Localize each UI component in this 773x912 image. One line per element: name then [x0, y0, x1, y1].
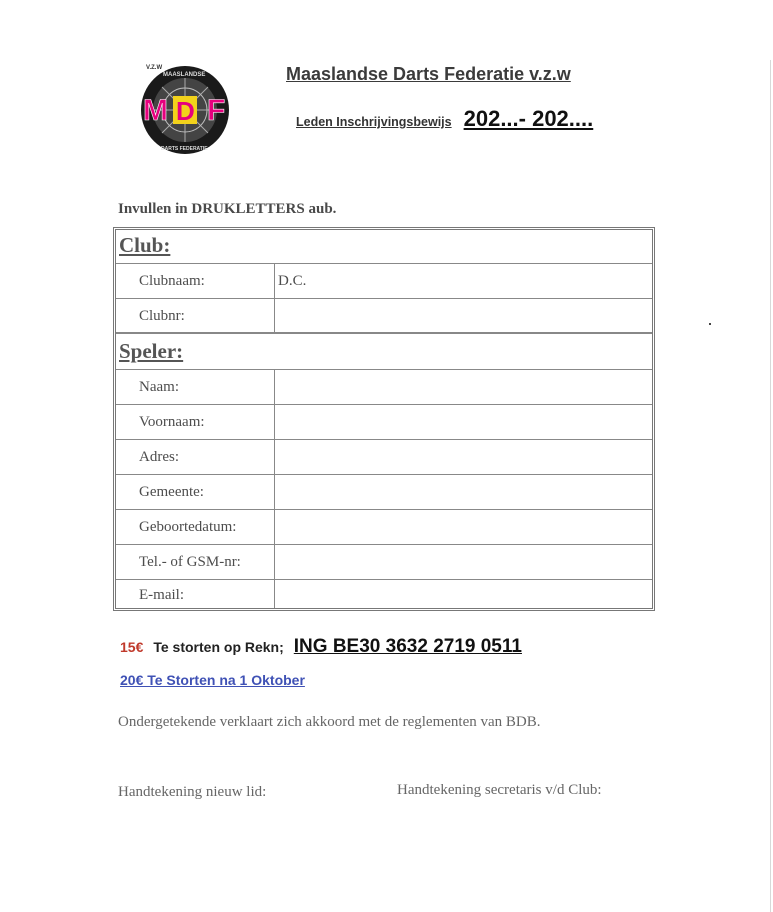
price-amount: 15€	[120, 639, 144, 655]
speler-section-header	[116, 334, 652, 370]
geboortedatum-field[interactable]	[274, 510, 652, 544]
adres-field[interactable]	[274, 440, 652, 474]
late-payment-note: 20€ Te Storten na 1 Oktober	[120, 672, 305, 688]
form-row-voornaam	[116, 405, 652, 440]
svg-text:DARTS FEDERATIE: DARTS FEDERATIE	[161, 146, 208, 152]
stray-dot	[709, 323, 711, 325]
page-edge-line	[770, 60, 771, 912]
svg-text:MAASLANDSE: MAASLANDSE	[163, 72, 206, 78]
svg-text:D: D	[176, 96, 195, 126]
speler-section-title: Speler:	[119, 339, 184, 363]
fill-instruction: Invullen in DRUKLETTERS aub.	[118, 201, 337, 217]
form-row-adres	[116, 440, 652, 475]
form-row-geboortedatum	[116, 510, 652, 545]
form-row-telefoon	[116, 545, 652, 580]
svg-text:M: M	[143, 94, 168, 127]
club-section-header	[116, 230, 652, 264]
field-label: E-mail:	[139, 587, 184, 603]
subtitle-row	[296, 106, 593, 132]
form-subtitle: Leden Inschrijvingsbewijs	[296, 115, 452, 129]
naam-field[interactable]	[274, 370, 652, 404]
svg-text:V.Z.W: V.Z.W	[146, 65, 163, 71]
clubnaam-field[interactable]: D.C.	[274, 264, 652, 298]
mdf-logo	[133, 58, 237, 158]
svg-text:F: F	[207, 94, 226, 127]
form-row-naam	[116, 370, 652, 405]
payment-instruction: Te storten op Rekn;	[153, 639, 284, 655]
form-row-clubnr	[116, 299, 652, 334]
bank-account-number: ING BE30 3632 2719 0511	[293, 636, 522, 657]
form-row-email	[116, 580, 652, 608]
gemeente-field[interactable]	[274, 475, 652, 509]
agreement-statement: Ondergetekende verklaart zich akkoord met de reglementen van BDB.	[118, 714, 541, 730]
field-label: Tel.- of GSM-nr:	[139, 554, 241, 570]
field-label: Adres:	[139, 449, 179, 465]
field-label: Naam:	[139, 379, 179, 395]
field-label: Clubnaam:	[139, 273, 205, 289]
payment-line	[120, 636, 522, 658]
voornaam-field[interactable]	[274, 405, 652, 439]
field-label: Geboortedatum:	[139, 519, 237, 535]
secretary-signature-label: Handtekening secretaris v/d Club:	[397, 782, 602, 798]
clubnr-field[interactable]	[274, 299, 652, 332]
club-section-title: Club:	[119, 233, 171, 257]
form-row-gemeente	[116, 475, 652, 510]
telefoon-field[interactable]	[274, 545, 652, 579]
member-signature-label: Handtekening nieuw lid:	[118, 784, 267, 800]
field-label: Gemeente:	[139, 484, 204, 500]
field-label: Clubnr:	[139, 308, 185, 324]
email-field[interactable]	[274, 580, 652, 608]
season-years: 202...- 202....	[463, 106, 594, 131]
registration-form	[113, 227, 655, 611]
form-row-clubnaam	[116, 264, 652, 299]
page-title: Maaslandse Darts Federatie v.z.w	[286, 64, 571, 84]
field-label: Voornaam:	[139, 414, 205, 430]
